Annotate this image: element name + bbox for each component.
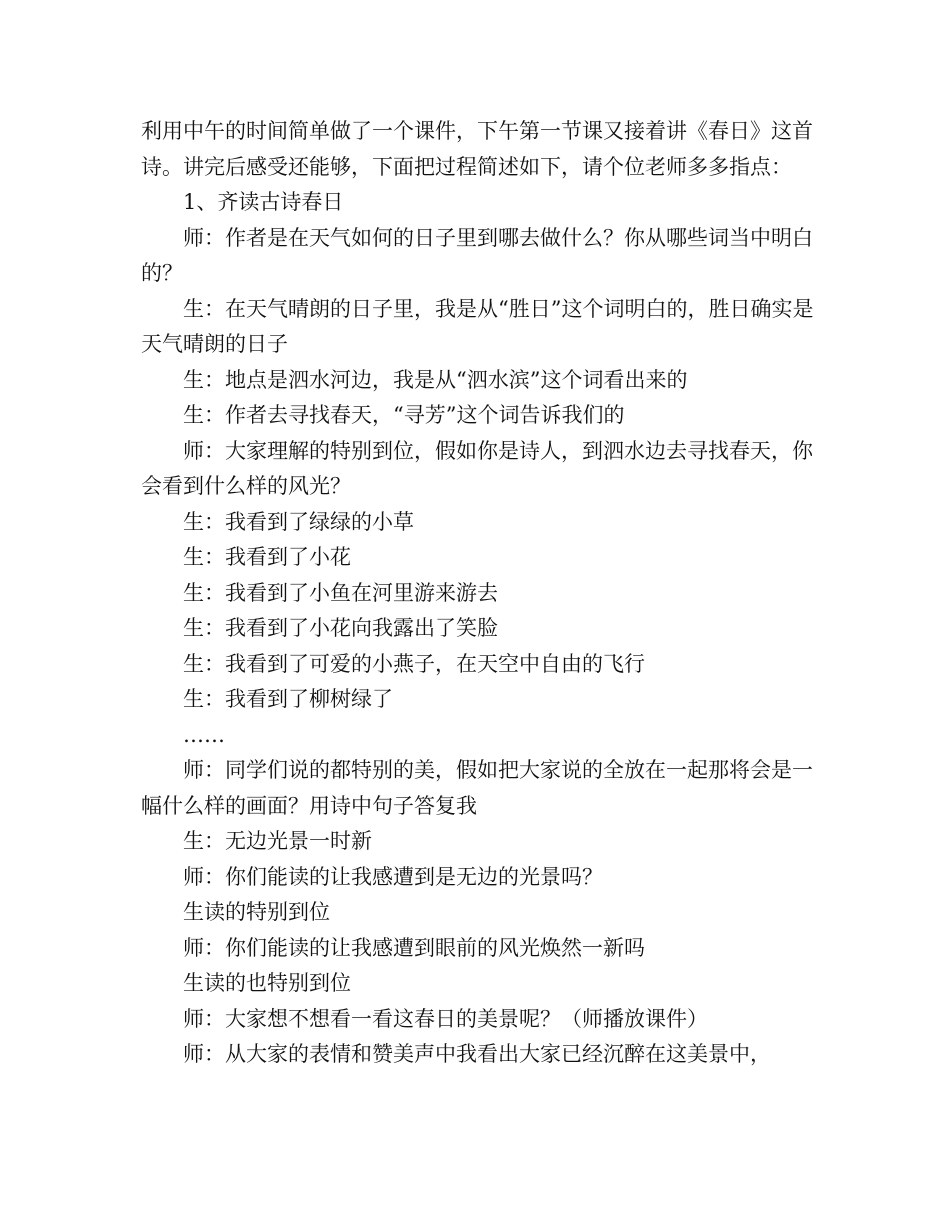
- paragraph-student: 生：我看到了小鱼在河里游来游去: [183, 580, 498, 605]
- paragraph-teacher: 师：大家想不想看一看这春日的美景呢？（师播放课件）: [183, 1006, 708, 1031]
- paragraph-student: 生：地点是泗水河边，我是从“泗水滨”这个词看出来的: [183, 367, 688, 392]
- paragraph-student: 生读的也特别到位: [183, 971, 351, 995]
- paragraph-teacher: 师：你们能读的让我感遭到是无边的光景吗？: [183, 864, 603, 889]
- paragraph-teacher: 师：作者是在天气如何的日子里到哪去做什么？你从哪些词当中明白的？: [141, 225, 813, 285]
- paragraph-teacher: 师：你们能读的让我感遭到眼前的风光焕然一新吗: [183, 935, 645, 960]
- paragraph-student: 生：在天气晴朗的日子里，我是从“胜日”这个词明白的，胜日确实是天气晴朗的日子: [141, 296, 814, 356]
- paragraph-student: 生：我看到了绿绿的小草: [183, 509, 414, 534]
- paragraph-teacher: 师：同学们说的都特别的美，假如把大家说的全放在一起那将会是一幅什么样的画面？用诗中句子答复我: [141, 758, 813, 818]
- paragraph-step-1: 1、齐读古诗春日: [183, 190, 344, 214]
- paragraph-student: 生：我看到了小花: [183, 545, 351, 569]
- paragraph-student: 生：作者去寻找春天，“寻芳”这个词告诉我们的: [183, 403, 625, 427]
- paragraph-student: 生：我看到了柳树绿了: [183, 687, 393, 711]
- paragraph-teacher: 师：大家理解的特别到位，假如你是诗人，到泗水边去寻找春天，你会看到什么样的风光？: [141, 438, 813, 498]
- paragraph-ellipsis: ……: [183, 722, 225, 747]
- paragraph-intro: 利用中午的时间简单做了一个课件，下午第一节课又接着讲《春日》这首诗。讲完后感受还能够，下面把过程简述如下，请个位老师多多指点：: [141, 119, 813, 179]
- paragraph-student: 生：我看到了可爱的小燕子，在天空中自由的飞行: [183, 651, 645, 676]
- paragraph-student: 生：无边光景一时新: [183, 829, 372, 853]
- paragraph-student: 生：我看到了小花向我露出了笑脸: [183, 616, 498, 640]
- document-body: [141, 114, 821, 1073]
- paragraph-student: 生读的特别到位: [183, 900, 330, 924]
- paragraph-teacher: 师：从大家的表情和赞美声中我看出大家已经沉醉在这美景中，: [183, 1042, 771, 1066]
